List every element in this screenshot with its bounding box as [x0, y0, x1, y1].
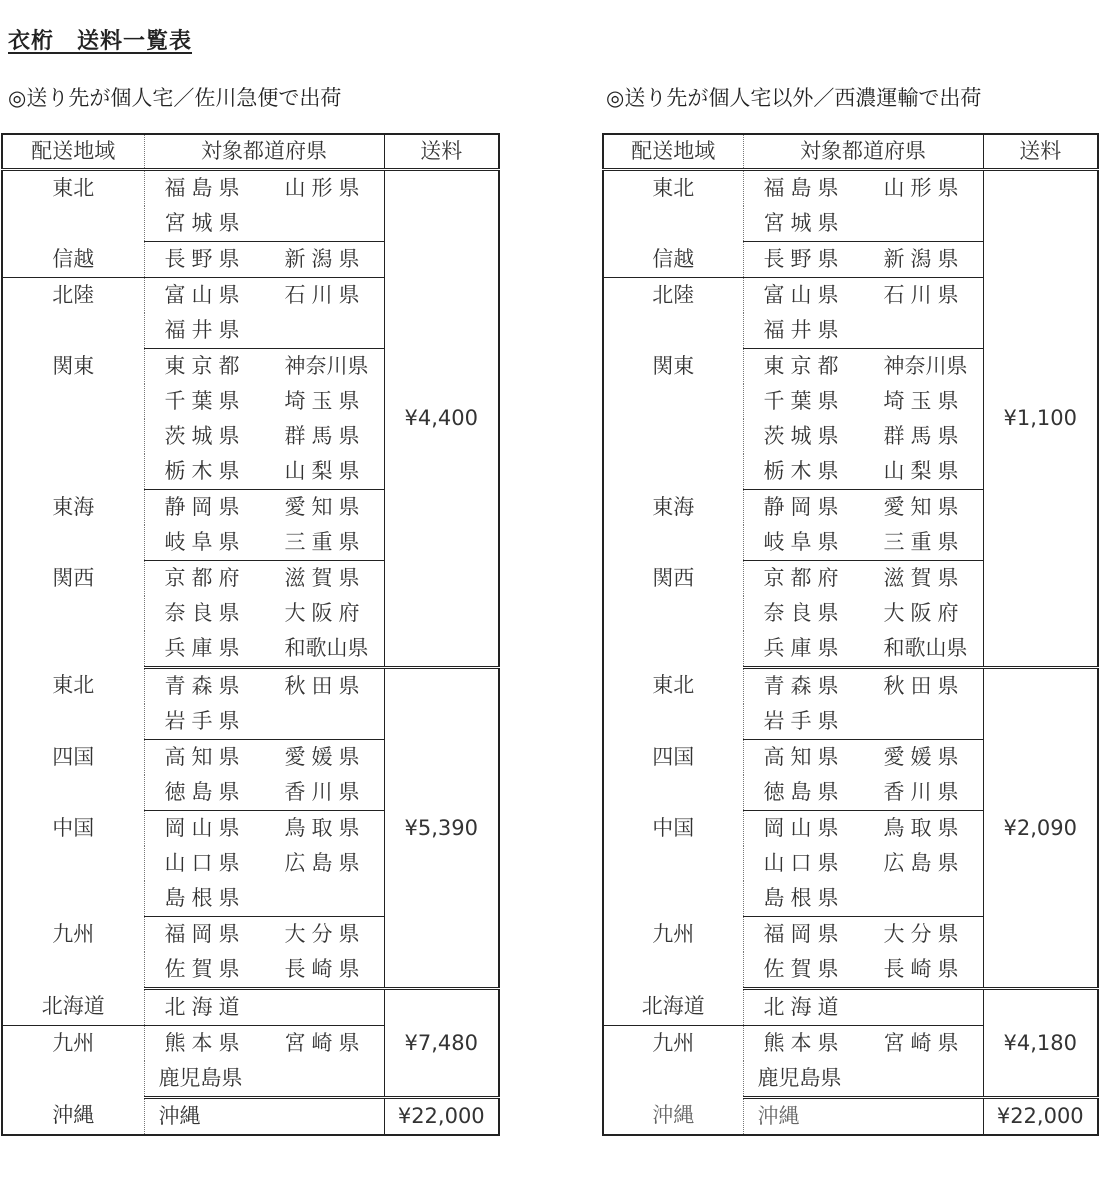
- prefecture-name: 青森県: [164, 674, 246, 698]
- header-prefectures: 対象都道府県: [144, 134, 384, 170]
- prefecture-cell: [743, 313, 983, 349]
- prefecture-name: 新潟県: [883, 247, 965, 271]
- prefecture-cell: [743, 490, 983, 526]
- prefecture-name: 山梨県: [284, 459, 366, 483]
- prefecture-name: 大阪府: [284, 601, 366, 625]
- table-row: [2, 668, 499, 705]
- prefecture-name: 長野県: [763, 247, 845, 271]
- prefecture-name: 香川県: [284, 780, 366, 804]
- header-prefectures: 対象都道府県: [743, 134, 983, 170]
- header-fee: 送料: [983, 134, 1098, 170]
- prefecture-cell: [743, 917, 983, 953]
- prefecture-name: 福島県: [164, 176, 246, 200]
- prefecture-name: 愛知県: [284, 495, 366, 519]
- page-title: 衣桁 送料一覧表: [8, 29, 193, 54]
- prefecture-name: 埼玉県: [284, 389, 366, 413]
- region-name: 東北: [603, 170, 743, 242]
- prefecture-name: 鳥取県: [284, 816, 366, 840]
- prefecture-name: 長崎県: [284, 957, 366, 981]
- region-name: 北海道: [603, 989, 743, 1026]
- subtitle-individual: ◎送り先が個人宅／佐川急便で出荷: [8, 86, 342, 110]
- prefecture-cell: [144, 740, 384, 776]
- prefecture-name: 鹿児島県: [158, 1066, 243, 1090]
- prefecture-name: 福井県: [164, 318, 246, 342]
- shipping-fee: ¥7,480: [384, 989, 499, 1098]
- prefecture-cell: [144, 313, 384, 349]
- region-name: 九州: [603, 917, 743, 989]
- prefecture-cell: [743, 631, 983, 668]
- prefecture-cell: [144, 206, 384, 242]
- region-name: 関西: [603, 561, 743, 668]
- prefecture-name: 徳島県: [763, 780, 845, 804]
- prefecture-name: 鹿児島県: [757, 1066, 842, 1090]
- prefecture-cell: [144, 1061, 384, 1098]
- region-name: 中国: [2, 811, 144, 917]
- prefecture-name: 徳島県: [164, 780, 246, 804]
- prefecture-name: 大阪府: [883, 601, 965, 625]
- prefecture-cell: [743, 989, 983, 1026]
- region-name: 沖縄: [603, 1098, 743, 1136]
- prefecture-cell: [144, 525, 384, 561]
- prefecture-name: 福島県: [763, 176, 845, 200]
- prefecture-name: 宮崎県: [284, 1031, 366, 1055]
- prefecture-cell: [743, 952, 983, 989]
- region-name: 信越: [2, 242, 144, 278]
- prefecture-name: 茨城県: [164, 424, 246, 448]
- shipping-table-individual: [1, 133, 500, 1136]
- prefecture-name: 宮城県: [763, 211, 845, 235]
- header-region: 配送地域: [2, 134, 144, 170]
- prefecture-cell: [144, 952, 384, 989]
- region-name: 九州: [2, 1026, 144, 1098]
- prefecture-name: 石川県: [883, 283, 965, 307]
- prefecture-cell: [743, 278, 983, 314]
- prefecture-name: 山形県: [883, 176, 965, 200]
- table-row: [2, 989, 499, 1026]
- prefecture-name: 三重県: [284, 530, 366, 554]
- prefecture-cell: [743, 384, 983, 419]
- table-row: [603, 170, 1098, 207]
- prefecture-cell: [144, 349, 384, 385]
- prefecture-cell: [144, 989, 384, 1026]
- prefecture-name: 千葉県: [164, 389, 246, 413]
- prefecture-cell: [144, 704, 384, 740]
- shipping-fee: ¥5,390: [384, 668, 499, 989]
- prefecture-name: 新潟県: [284, 247, 366, 271]
- prefecture-name: 滋賀県: [883, 566, 965, 590]
- prefecture-name: 愛媛県: [284, 745, 366, 769]
- prefecture-name: 宮崎県: [883, 1031, 965, 1055]
- prefecture-cell: [144, 881, 384, 917]
- prefecture-cell: [743, 206, 983, 242]
- prefecture-name: 愛媛県: [883, 745, 965, 769]
- prefecture-cell: [144, 846, 384, 881]
- table-row: [2, 1098, 499, 1136]
- prefecture-cell: [743, 419, 983, 454]
- prefecture-cell: [743, 596, 983, 631]
- region-name: 九州: [603, 1026, 743, 1098]
- prefecture-cell: [743, 704, 983, 740]
- prefecture-name: 秋田県: [284, 674, 366, 698]
- prefecture-name: 岐阜県: [164, 530, 246, 554]
- prefecture-cell: [743, 668, 983, 705]
- region-name: 中国: [603, 811, 743, 917]
- prefecture-name: 福岡県: [164, 922, 246, 946]
- header-fee: 送料: [384, 134, 499, 170]
- region-name: 東海: [603, 490, 743, 561]
- prefecture-name: 愛知県: [883, 495, 965, 519]
- prefecture-name: 滋賀県: [284, 566, 366, 590]
- prefecture-cell: [144, 490, 384, 526]
- prefecture-cell: [144, 917, 384, 953]
- region-name: 関東: [2, 349, 144, 490]
- prefecture-name: 佐賀県: [164, 957, 246, 981]
- prefecture-name: 広島県: [284, 851, 366, 875]
- prefecture-name: 島根県: [763, 886, 845, 910]
- prefecture-name: 京都府: [763, 566, 845, 590]
- prefecture-cell: [144, 384, 384, 419]
- prefecture-cell: [743, 1061, 983, 1098]
- prefecture-cell: [144, 561, 384, 597]
- prefecture-name: 静岡県: [164, 495, 246, 519]
- table-row: [603, 668, 1098, 705]
- region-name: 東海: [2, 490, 144, 561]
- region-name: 関東: [603, 349, 743, 490]
- region-name: 四国: [603, 740, 743, 811]
- prefecture-name: 神奈川県: [883, 354, 968, 378]
- prefecture-name: 鳥取県: [883, 816, 965, 840]
- region-name: 関西: [2, 561, 144, 668]
- prefecture-name: 埼玉県: [883, 389, 965, 413]
- prefecture-name: 千葉県: [763, 389, 845, 413]
- prefecture-name: 奈良県: [164, 601, 246, 625]
- prefecture-name: 秋田県: [883, 674, 965, 698]
- prefecture-name: 富山県: [763, 283, 845, 307]
- prefecture-name: 沖縄: [757, 1104, 800, 1128]
- prefecture-cell: [743, 454, 983, 490]
- prefecture-name: 沖縄: [158, 1104, 201, 1128]
- prefecture-name: 佐賀県: [763, 957, 845, 981]
- prefecture-name: 静岡県: [763, 495, 845, 519]
- prefecture-cell: [144, 631, 384, 668]
- header-region: 配送地域: [603, 134, 743, 170]
- prefecture-cell: [144, 419, 384, 454]
- region-name: 北陸: [603, 278, 743, 349]
- prefecture-cell: [743, 881, 983, 917]
- prefecture-name: 熊本県: [763, 1031, 845, 1055]
- prefecture-name: 大分県: [284, 922, 366, 946]
- prefecture-name: 北海道: [763, 995, 845, 1019]
- prefecture-name: 和歌山県: [284, 636, 369, 660]
- prefecture-name: 栃木県: [164, 459, 246, 483]
- region-name: 東北: [603, 668, 743, 740]
- shipping-fee: ¥4,400: [384, 170, 499, 668]
- prefecture-cell: [144, 668, 384, 705]
- prefecture-name: 神奈川県: [284, 354, 369, 378]
- prefecture-cell: [144, 1098, 384, 1136]
- prefecture-name: 島根県: [164, 886, 246, 910]
- prefecture-name: 富山県: [164, 283, 246, 307]
- region-name: 九州: [2, 917, 144, 989]
- prefecture-name: 宮城県: [164, 211, 246, 235]
- shipping-fee: ¥2,090: [983, 668, 1098, 989]
- prefecture-cell: [743, 1098, 983, 1136]
- region-name: 北陸: [2, 278, 144, 349]
- subtitle-business: ◎送り先が個人宅以外／西濃運輸で出荷: [606, 86, 982, 110]
- prefecture-name: 群馬県: [883, 424, 965, 448]
- prefecture-name: 福井県: [763, 318, 845, 342]
- prefecture-name: 奈良県: [763, 601, 845, 625]
- region-name: 北海道: [2, 989, 144, 1026]
- prefecture-cell: [144, 811, 384, 847]
- prefecture-name: 青森県: [763, 674, 845, 698]
- prefecture-name: 東京都: [164, 354, 246, 378]
- region-name: 沖縄: [2, 1098, 144, 1136]
- shipping-fee: ¥22,000: [384, 1098, 499, 1136]
- shipping-fee: ¥22,000: [983, 1098, 1098, 1136]
- prefecture-cell: [144, 775, 384, 811]
- prefecture-name: 兵庫県: [164, 636, 246, 660]
- shipping-table-business: [602, 133, 1099, 1136]
- prefecture-name: 岩手県: [763, 709, 845, 733]
- prefecture-name: 北海道: [164, 995, 246, 1019]
- shipping-fee: ¥4,180: [983, 989, 1098, 1098]
- prefecture-cell: [743, 349, 983, 385]
- prefecture-name: 広島県: [883, 851, 965, 875]
- prefecture-cell: [144, 454, 384, 490]
- prefecture-name: 長崎県: [883, 957, 965, 981]
- prefecture-cell: [144, 596, 384, 631]
- prefecture-name: 和歌山県: [883, 636, 968, 660]
- prefecture-name: 福岡県: [763, 922, 845, 946]
- prefecture-name: 石川県: [284, 283, 366, 307]
- prefecture-name: 茨城県: [763, 424, 845, 448]
- prefecture-name: 香川県: [883, 780, 965, 804]
- prefecture-name: 岡山県: [164, 816, 246, 840]
- prefecture-name: 大分県: [883, 922, 965, 946]
- prefecture-name: 栃木県: [763, 459, 845, 483]
- prefecture-name: 長野県: [164, 247, 246, 271]
- region-name: 東北: [2, 170, 144, 242]
- prefecture-name: 群馬県: [284, 424, 366, 448]
- prefecture-name: 岐阜県: [763, 530, 845, 554]
- region-name: 東北: [2, 668, 144, 740]
- prefecture-cell: [743, 846, 983, 881]
- prefecture-cell: [743, 740, 983, 776]
- prefecture-cell: [743, 242, 983, 278]
- prefecture-name: 高知県: [164, 745, 246, 769]
- prefecture-cell: [144, 170, 384, 207]
- prefecture-name: 兵庫県: [763, 636, 845, 660]
- prefecture-name: 京都府: [164, 566, 246, 590]
- prefecture-cell: [743, 170, 983, 207]
- prefecture-name: 山梨県: [883, 459, 965, 483]
- prefecture-name: 岩手県: [164, 709, 246, 733]
- prefecture-name: 山口県: [763, 851, 845, 875]
- prefecture-cell: [743, 775, 983, 811]
- table-row: [603, 1098, 1098, 1136]
- prefecture-name: 山口県: [164, 851, 246, 875]
- prefecture-name: 熊本県: [164, 1031, 246, 1055]
- table-row: [2, 170, 499, 207]
- shipping-fee: ¥1,100: [983, 170, 1098, 668]
- region-name: 信越: [603, 242, 743, 278]
- prefecture-name: 東京都: [763, 354, 845, 378]
- table-row: [603, 989, 1098, 1026]
- prefecture-cell: [743, 1026, 983, 1062]
- prefecture-cell: [144, 1026, 384, 1062]
- prefecture-name: 山形県: [284, 176, 366, 200]
- prefecture-cell: [144, 242, 384, 278]
- prefecture-name: 岡山県: [763, 816, 845, 840]
- prefecture-cell: [743, 561, 983, 597]
- prefecture-cell: [743, 525, 983, 561]
- prefecture-cell: [743, 811, 983, 847]
- prefecture-name: 高知県: [763, 745, 845, 769]
- prefecture-cell: [144, 278, 384, 314]
- prefecture-name: 三重県: [883, 530, 965, 554]
- region-name: 四国: [2, 740, 144, 811]
